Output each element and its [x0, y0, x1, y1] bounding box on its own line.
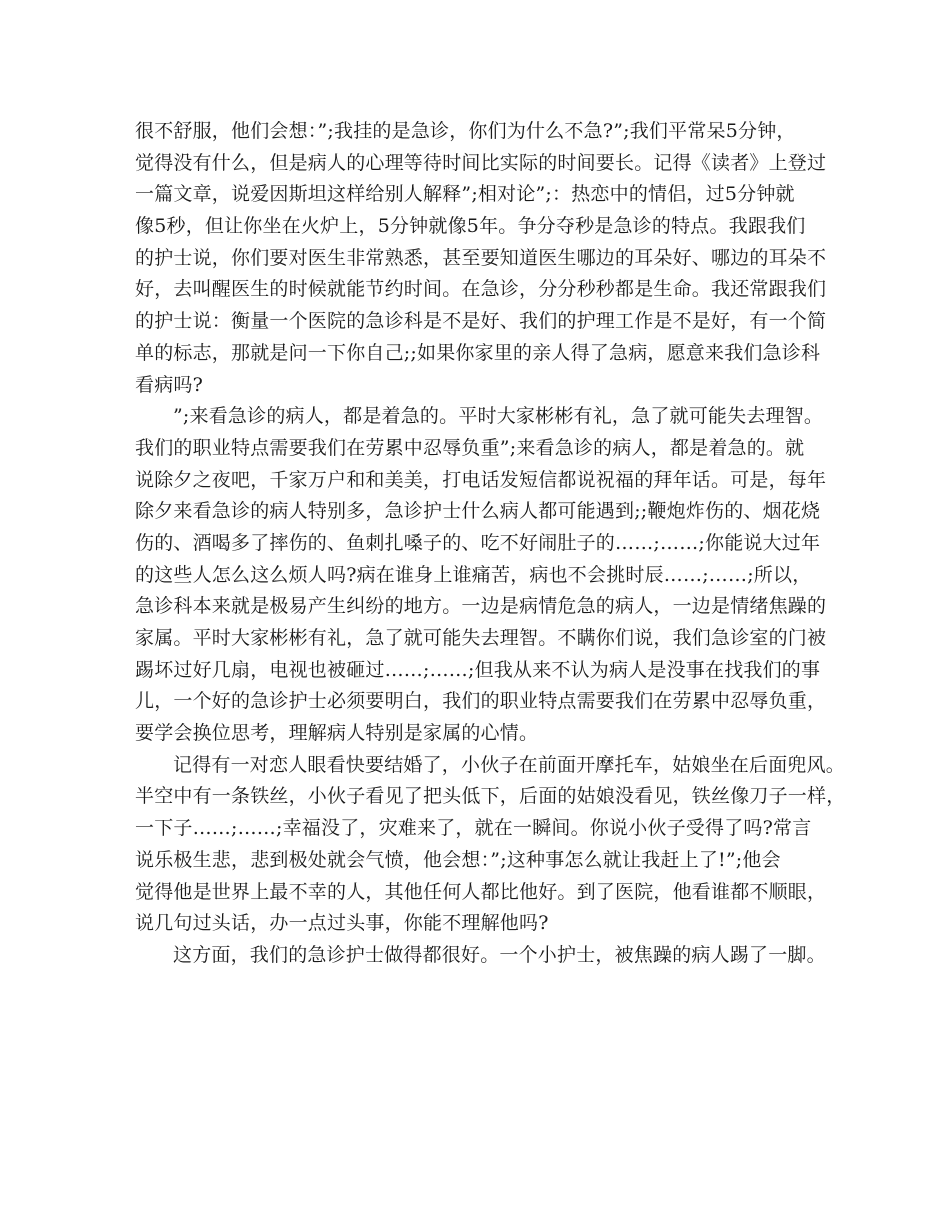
text-line: ”;来看急诊的病人，都是着急的。平时大家彬彬有礼，急了就可能失去理智。	[173, 405, 824, 428]
body-text	[135, 116, 846, 972]
text-line: 这方面，我们的急诊护士做得都很好。一个小护士，被焦躁的病人踢了一脚。	[173, 943, 826, 966]
text-line: 一篇文章，说爱因斯坦这样给别人解释”;相对论”;：热恋中的情侣，过5分钟就	[135, 183, 795, 206]
text-line: 很不舒服，他们会想：”;我挂的是急诊，你们为什么不急?”;我们平常呆5分钟，	[135, 120, 796, 142]
text-line: 的这些人怎么这么烦人吗?病在谁身上谁痛苦，病也不会挑时辰……;……;所以，	[135, 563, 812, 586]
text-line: 我们的职业特点需要我们在劳累中忍辱负重”;来看急诊的病人，都是着急的。就	[135, 436, 805, 459]
text-line: 像5秒，但让你坐在火炉上，5分钟就像5年。争分夺秒是急诊的特点。我跟我们	[135, 215, 806, 238]
text-line: 踢坏过好几扇，电视也被砸过……;……;但我从来不认为病人是没事在找我们的事	[135, 658, 821, 681]
text-line: 的护士说，你们要对医生非常熟悉，甚至要知道医生哪边的耳朵好、哪边的耳朵不	[135, 246, 827, 269]
text-line: 单的标志，那就是问一下你自己;;如果你家里的亲人得了急病，愿意来我们急诊科	[135, 341, 821, 364]
text-line: 说乐极生悲，悲到极处就会气愤，他会想：”;这种事怎么就让我赶上了!”;他会	[135, 848, 781, 871]
text-line: 半空中有一条铁丝，小伙子看见了把头低下，后面的姑娘没看见，铁丝像刀子一样，	[135, 785, 846, 808]
text-line: 看病吗?	[135, 373, 203, 396]
text-line: 家属。平时大家彬彬有礼，急了就可能失去理智。不瞒你们说，我们急诊室的门被	[135, 627, 827, 649]
text-line: 记得有一对恋人眼看快要结婚了，小伙子在前面开摩托车，姑娘坐在后面兜风。	[173, 753, 846, 776]
text-line: 的护士说：衡量一个医院的急诊科是不是好、我们的护理工作是不是好，有一个简	[135, 310, 827, 333]
text-line: 觉得没有什么，但是病人的心理等待时间比实际的时间要长。记得《读者》上登过	[135, 151, 827, 174]
text-line: 急诊科本来就是极易产生纠纷的地方。一边是病情危急的病人，一边是情绪焦躁的	[135, 595, 827, 618]
text-line: 伤的、酒喝多了摔伤的、鱼刺扎嗓子的、吃不好闹肚子的……;……;你能说大过年	[135, 531, 821, 554]
text-line: 除夕来看急诊的病人特别多，急诊护士什么病人都可能遇到;;鞭炮炸伤的、烟花烧	[135, 500, 821, 523]
text-line: 一下子……;……;幸福没了，灾难来了，就在一瞬间。你说小伙子受得了吗?常言	[135, 817, 812, 840]
text-line: 儿，一个好的急诊护士必须要明白，我们的职业特点需要我们在劳累中忍辱负重，	[135, 690, 827, 713]
text-line: 说几句过头话，办一点过头事，你能不理解他吗?	[135, 912, 549, 935]
text-line: 觉得他是世界上最不幸的人，其他任何人都比他好。到了医院，他看谁都不顺眼，	[135, 880, 827, 903]
text-line: 要学会换位思考，理解病人特别是家属的心情。	[135, 722, 539, 745]
text-line: 说除夕之夜吧，千家万户和和美美，打电话发短信都说祝福的拜年话。可是，每年	[135, 468, 827, 491]
text-line: 好，去叫醒医生的时候就能节约时间。在急诊，分分秒秒都是生命。我还常跟我们	[135, 278, 827, 301]
